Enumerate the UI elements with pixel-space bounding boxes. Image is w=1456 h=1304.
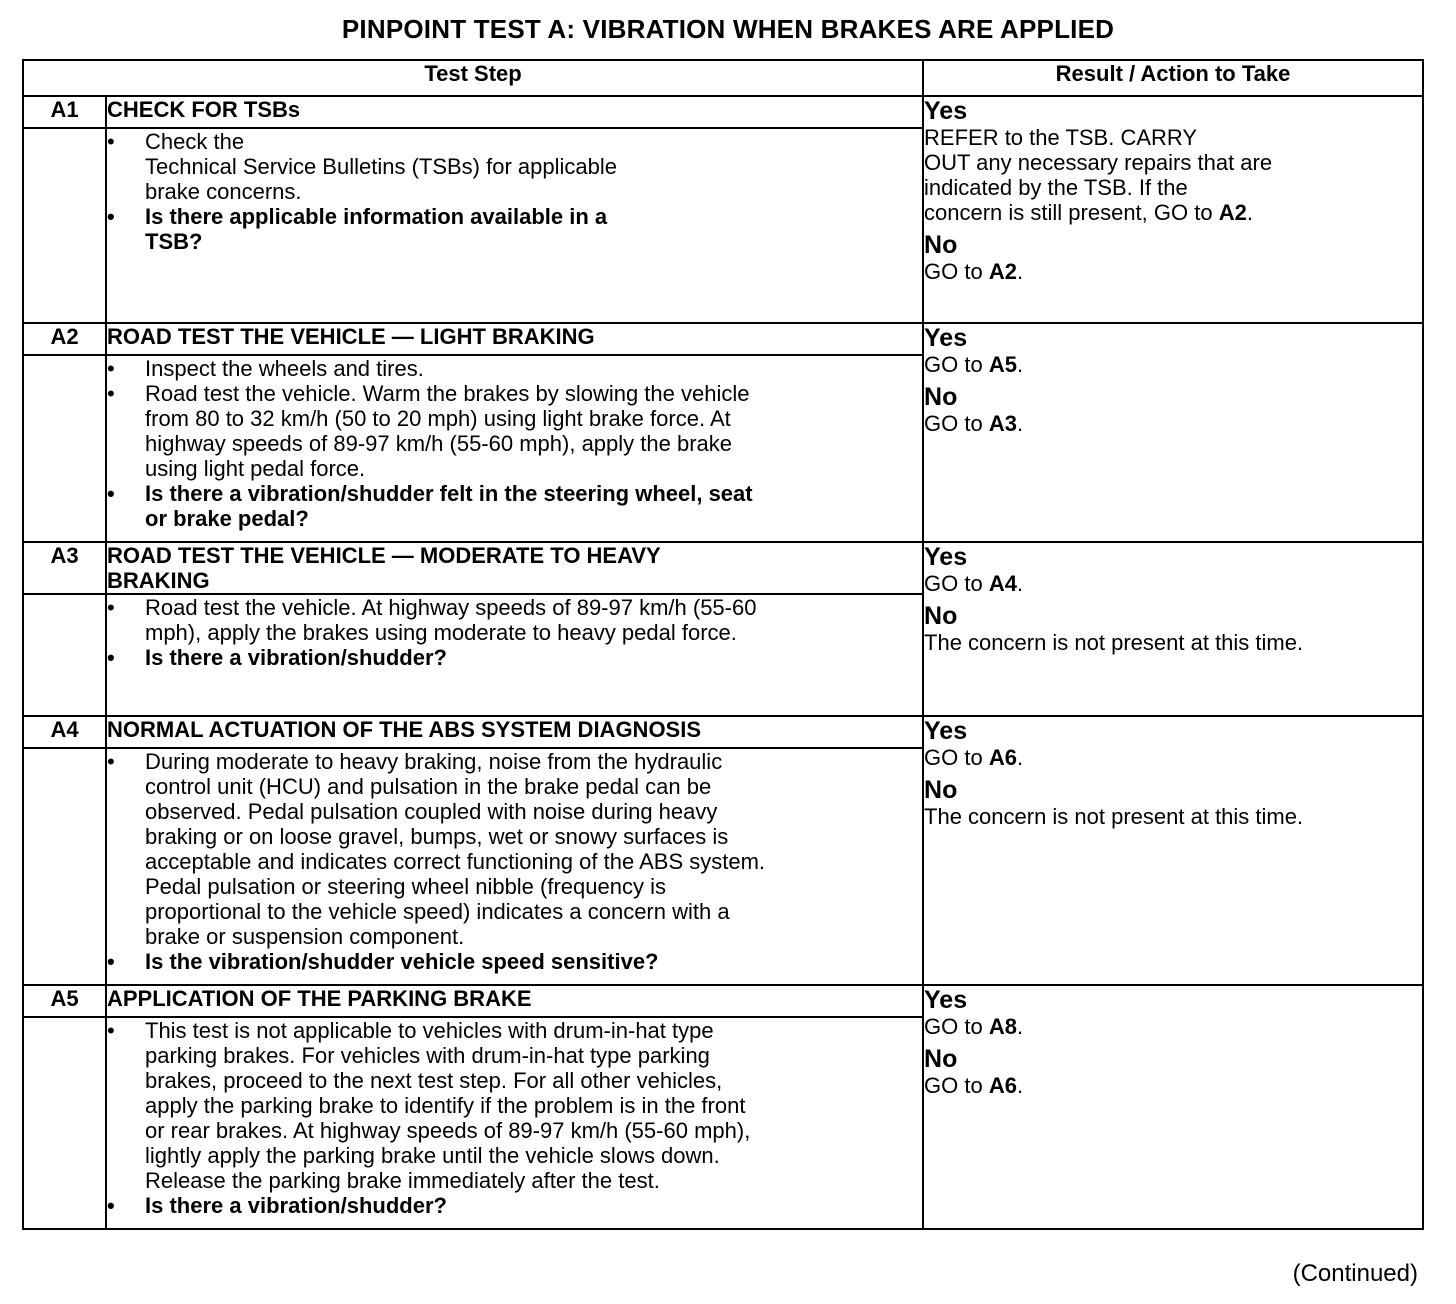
no-action-text: The concern is not present at this time. [924,804,1304,829]
bullet-icon: • [107,204,115,229]
step-heading-row [23,96,1423,128]
bullet-icon: • [107,481,115,506]
bullet-icon: • [107,949,115,974]
step-instructions [106,748,923,985]
instruction-item [107,356,922,381]
question-text: Is there a vibration/shudder? [145,645,447,670]
no-action [924,259,1422,284]
question-text: Is there a vibration/shudder? [145,1193,447,1218]
instruction-text: Road test the vehicle. Warm the brakes by slowing the vehicle from 80 to 32 km/h (50 to 20 mph) using light brake force. At highway speeds of 89-97 km/h (55-60 mph), apply the brake using light pedal force. [145,381,750,481]
yes-action [924,125,1422,225]
yes-action [924,1014,1422,1039]
no-action [924,1073,1422,1098]
step-id-spacer [23,355,106,542]
step-question [107,645,922,670]
yes-label: Yes [924,543,968,571]
instruction-text: Road test the vehicle. At highway speeds of 89-97 km/h (55-60 mph), apply the brakes using moderate to heavy pedal force. [145,595,757,645]
step-id: A3 [23,542,106,594]
instruction-list [107,1018,922,1218]
no-action-text: The concern is not present at this time. [924,630,1304,655]
step-result [923,542,1423,716]
page-title: PINPOINT TEST A: VIBRATION WHEN BRAKES ARE APPLIED [341,14,1115,44]
step-heading: NORMAL ACTUATION OF THE ABS SYSTEM DIAGNOSIS [106,716,923,748]
bullet-icon: • [107,1018,115,1043]
bullet-icon: • [107,1193,115,1218]
step-heading-row [23,542,1423,594]
result-header: Result / Action to Take [923,60,1423,96]
instruction-text: Inspect the wheels and tires. [145,356,424,381]
yes-label: Yes [924,97,968,125]
step-id-spacer [23,1017,106,1229]
yes-suffix: . [1246,200,1253,225]
yes-target-step: A5 [988,352,1017,377]
step-question [107,949,922,974]
no-action [924,804,1422,829]
yes-label: Yes [924,324,968,352]
instruction-list [107,595,922,670]
step-question [107,204,922,254]
question-text: Is there a vibration/shudder felt in the steering wheel, seat or brake pedal? [145,481,753,531]
step-id-spacer [23,128,106,323]
step-result [923,985,1423,1229]
bullet-icon: • [107,749,115,774]
step-instructions [106,1017,923,1229]
no-label: No [924,776,958,804]
step-result [923,323,1423,542]
step-instructions [106,594,923,716]
instruction-list [107,129,922,254]
no-action [924,411,1422,436]
yes-action-text: REFER to the TSB. CARRY OUT any necessary repairs that are indicated by the TSB. If the concern is still present, GO to [924,125,1273,225]
yes-action [924,352,1422,377]
step-heading-row [23,716,1423,748]
no-suffix: . [1016,259,1024,284]
yes-suffix: . [1016,352,1024,377]
question-text: Is the vibration/shudder vehicle speed sensitive? [145,949,659,974]
step-question [107,481,922,531]
bullet-icon: • [107,381,115,406]
yes-target-step: A2 [1218,200,1247,225]
step-heading: APPLICATION OF THE PARKING BRAKE [106,985,923,1017]
no-action-text: GO to [924,1073,989,1098]
yes-target-step: A8 [988,1014,1017,1039]
instruction-text: This test is not applicable to vehicles with drum-in-hat type parking brakes. For vehicles with drum-in-hat type parking brakes, proceed to the next test step. For all other vehicles, apply the parking brake to identify if the problem is in the front or rear brakes. At highway speeds of 89-97 km/h (55-60 mph), lightly apply the parking brake until the vehicle slows down. Release the parking brake immediately after the test. [145,1018,751,1193]
bullet-icon: • [107,356,115,381]
step-heading: ROAD TEST THE VEHICLE — MODERATE TO HEAVY BRAKING [106,542,923,594]
no-action-text: GO to [924,259,989,284]
step-id-spacer [23,594,106,716]
step-result [923,96,1423,323]
no-target-step: A6 [988,1073,1017,1098]
step-instructions [106,355,923,542]
bullet-icon: • [107,645,115,670]
no-suffix: . [1016,411,1024,436]
yes-suffix: . [1016,1014,1024,1039]
instruction-text: Check the Technical Service Bulletins (TSBs) for applicable brake concerns. [145,129,617,204]
no-label: No [924,602,958,630]
step-heading: ROAD TEST THE VEHICLE — LIGHT BRAKING [106,323,923,355]
test-step-header: Test Step [23,60,923,96]
yes-action-text: GO to [924,352,989,377]
question-text: Is there applicable information available in a TSB? [145,204,608,254]
step-heading-row [23,323,1423,355]
no-label: No [924,231,958,259]
yes-label: Yes [924,986,968,1014]
yes-target-step: A6 [988,745,1017,770]
no-action [924,630,1422,655]
instruction-item [107,381,922,481]
no-label: No [924,383,958,411]
step-id-spacer [23,748,106,985]
no-suffix: . [1016,1073,1024,1098]
step-question [107,1193,922,1218]
yes-action-text: GO to [924,1014,989,1039]
no-target-step: A3 [988,411,1017,436]
yes-suffix: . [1016,745,1024,770]
yes-action-text: GO to [924,745,989,770]
instruction-text: During moderate to heavy braking, noise from the hydraulic control unit (HCU) and pulsation in the brake pedal can be observed. Pedal pulsation coupled with noise during heavy braking or on loose gravel, bumps, wet or snowy surfaces is acceptable and indicates correct functioning of the ABS system. Pedal pulsation or steering wheel nibble (frequency is proportional to the vehicle speed) indicates a concern with a brake or suspension component. [145,749,766,949]
no-action-text: GO to [924,411,989,436]
no-label: No [924,1045,958,1073]
step-id: A1 [23,96,106,128]
yes-label: Yes [924,717,968,745]
step-heading: CHECK FOR TSBs [106,96,923,128]
table-header-row [23,60,1423,96]
yes-suffix: . [1016,571,1024,596]
step-result [923,716,1423,985]
continued-label: (Continued) [1292,1260,1418,1287]
bullet-icon: • [107,129,115,154]
instruction-item [107,595,922,645]
instruction-list [107,749,922,974]
step-id: A5 [23,985,106,1017]
instruction-item [107,129,922,204]
yes-action-text: GO to [924,571,989,596]
pinpoint-test-table [22,59,1424,1230]
yes-target-step: A4 [988,571,1017,596]
step-instructions [106,128,923,323]
step-id: A4 [23,716,106,748]
step-heading-row [23,985,1423,1017]
instruction-list [107,356,922,531]
no-target-step: A2 [988,259,1017,284]
step-id: A2 [23,323,106,355]
yes-action [924,745,1422,770]
instruction-item [107,749,922,949]
yes-action [924,571,1422,596]
bullet-icon: • [107,595,115,620]
instruction-item [107,1018,922,1193]
